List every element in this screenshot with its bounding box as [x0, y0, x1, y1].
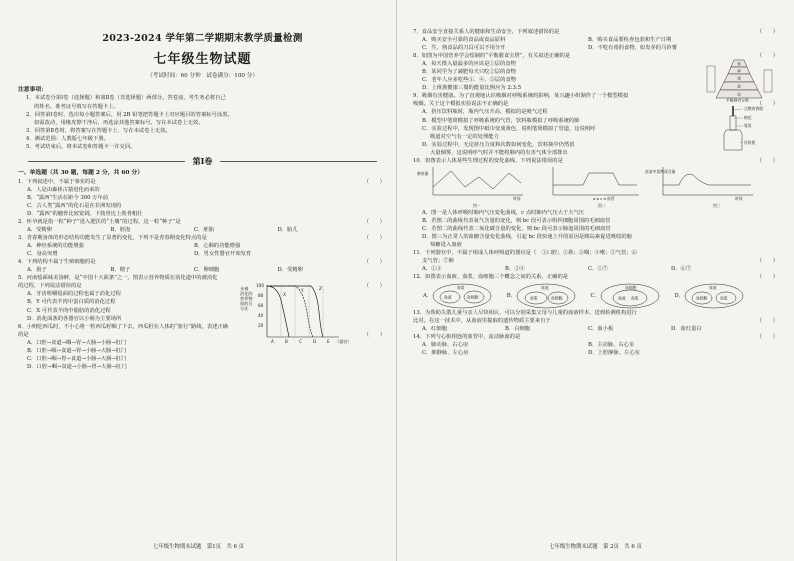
option: B．白细胞	[505, 326, 531, 333]
question-7	[413, 28, 780, 52]
option: 吸道对空气有一定的处理能力	[430, 133, 499, 140]
option-letter: B．	[506, 293, 516, 300]
venn-b	[516, 283, 576, 309]
option: D．⑥⑦	[671, 266, 692, 273]
option: D．“露西”的髋骨比较宽阔，下肢骨比上肢骨粗壮	[27, 210, 143, 217]
food-figure-icon	[764, 70, 772, 92]
graph-ylabel: 质的百	[240, 301, 253, 307]
chart3-curve	[663, 174, 751, 185]
option: D．图三为正常人的血糖含量变化曲线，引起 bc 段快速上升的原因是胰岛素促进吸收的葡	[422, 233, 632, 240]
pyramid-level: ③	[737, 77, 742, 83]
page-footer: 七年级生物期末试题 第 2页 共 6 页	[549, 543, 642, 550]
right-page	[397, 0, 794, 561]
question-stem: 4．下列结构不属于生殖细胞的是	[18, 259, 96, 266]
question-stem: 11．下列器官中，不属于组成人体呼吸道的器官是（ ①口腔；②鼻；③咽；④喉；⑤气管；⑥	[413, 250, 637, 257]
option: D．不吃有毒的食物，如发芽的马铃薯	[588, 45, 677, 52]
graph-ylabel: 消化的	[240, 291, 253, 297]
question-stem: 比对。在这一技术中，从血液里提取的遗传物质主要来自于	[413, 318, 551, 325]
answer-paren: （ ）	[756, 258, 778, 265]
option: B．②④	[505, 266, 525, 273]
note-line: 2．回答第Ⅰ卷时，选出每小题答案后，用 2B 铅笔把答题卡上对应题目的答案标号涂黑。	[26, 111, 233, 118]
answer-paren: （ ）	[756, 29, 778, 35]
answer-paren: （ ）	[756, 318, 778, 325]
option: A．肺动脉、右心房	[422, 342, 469, 349]
graph-xlabel: （器官）	[335, 339, 352, 345]
option: B．精子	[110, 267, 131, 274]
notes-title: 注意事项：	[18, 86, 47, 93]
option: B．口腔→咽→食道→胃→小肠→大肠→肛门	[27, 347, 127, 354]
option: A．牙齿咀嚼烩面的过程也属于消化过程	[27, 291, 121, 298]
option: C．身高突增	[27, 251, 58, 258]
note-line: 1．本试卷分第Ⅰ卷（选择题）和第Ⅱ卷（非选择题）两部分。答卷前，考生务必将自己	[26, 95, 226, 102]
option: A．①③	[422, 266, 442, 273]
option: D．男女性器官开始发育	[194, 251, 252, 258]
pyramid-level: ②	[737, 85, 742, 91]
question-14	[413, 333, 780, 357]
answer-paren: （ ）	[756, 53, 778, 60]
answer-paren: （ ）	[756, 274, 778, 281]
option: A．红细胞	[422, 326, 448, 333]
graph-ylabel: 分比	[240, 306, 249, 312]
chart-caption: 图二	[598, 202, 606, 208]
option: A．每天摄入量最多的应该是①层的食物	[422, 61, 516, 68]
venn-option-d	[674, 283, 744, 309]
question-stem: 的是	[18, 331, 29, 338]
graph-ytick: 60	[258, 303, 264, 309]
note-line: 5．考试结束后，将本试卷和答题卡一并交回。	[26, 143, 136, 150]
venn-option-c	[590, 283, 659, 309]
option: D．血红蛋白	[671, 326, 702, 333]
option-row	[18, 266, 361, 274]
question-stem: 13．为帮助失散儿童与亲人尽快相认，可以分别采集父母与儿童的血液样本，送到检测机构进行	[413, 310, 637, 317]
venn-label: 血液	[617, 295, 626, 301]
option: C．生、熟食品的刀具可以不用分开	[422, 45, 506, 52]
venn-label: 血浆	[719, 295, 728, 301]
question-2	[18, 218, 387, 234]
pyramid-level: ④	[737, 69, 742, 75]
venn-label: 血细胞	[550, 295, 563, 301]
option: B．心肺的功能增强	[194, 243, 241, 250]
option: 大量烟雾，这说明呼气时并不能将肺内的有害气体全部排出	[430, 149, 568, 156]
venn-label: 血细胞	[624, 285, 637, 291]
option: B．购买食品要检查包装和生产日期	[588, 37, 672, 44]
option: C．若图二的曲线代表二氧化碳含量的变化，则 bc 段可表示肺泡周围的毛细血管	[422, 225, 611, 232]
question-stem: 7．食品安全直接关系人的健康和生命安全，下列叙述错误的是	[413, 29, 560, 35]
model-label: 笔筒	[744, 123, 752, 129]
question-4	[18, 258, 387, 274]
option: D．消化面条的各器官以小肠为主要场所	[27, 315, 122, 322]
series-label-z: Z	[319, 286, 322, 292]
venn-label: 血液	[540, 285, 549, 291]
venn-d	[684, 283, 744, 309]
venn-label: 血液	[708, 285, 717, 291]
option: B．“露西”生活在距今 300 万年前	[27, 194, 109, 201]
bottle-icon	[724, 130, 742, 150]
option: B．若图二的曲线代表氧气含量的变化，则 bc 段可表示组织细胞周围的毛细血管	[422, 217, 611, 224]
question-3	[18, 234, 387, 258]
exam-title: 2023-2024 学年第二学期期末教学质量检测	[102, 33, 303, 44]
graph-xtick: D	[313, 339, 317, 345]
option-letter: D．	[674, 293, 684, 300]
smoking-model-figure	[722, 102, 778, 154]
graph-ytick: 20	[258, 323, 264, 329]
venn-label: 血浆	[529, 295, 538, 301]
question-stem: 2．怀孕就是指一粒“种子”进入肥沃的“土壤”的过程，这一粒“种子”是	[18, 219, 181, 225]
question-6	[18, 323, 387, 371]
option-row	[413, 325, 754, 333]
pyramid-level: ⑤	[737, 62, 742, 68]
question-10	[413, 157, 780, 249]
question-stem: 支气管；⑦肺	[422, 258, 454, 265]
page-footer: 七年级生物期末试题 第1页 共 6 页	[152, 543, 245, 550]
option: D．实验过程中，无论挤压力度和次数如何变化，饮料瓶中仍然留	[422, 141, 575, 148]
chart1-curve	[433, 171, 521, 189]
model-label: 饮料瓶	[744, 140, 756, 146]
answer-paren: （ ）	[363, 283, 385, 290]
answer-paren: （ ）	[363, 259, 385, 266]
question-stem: 12．如图表示血液、血浆、血细胞三个概念之间的关系，正确的是	[413, 274, 569, 281]
question-stem: 6．小明吃西瓜时，不小心将一粒西瓜籽咽了下去，西瓜籽在人体的“旅行”路线，表述正确	[18, 323, 229, 330]
option: A．图一是人体呼吸时肺内气压变化曲线，c 点时肺内气压大于大气压	[422, 209, 585, 216]
model-label: 棉花	[744, 115, 752, 121]
option-row	[18, 250, 361, 258]
question-12	[413, 273, 780, 309]
option: C．肺静脉、左心房	[422, 350, 469, 357]
option: C．①⑦	[588, 266, 608, 273]
question-stem: 14．下列与心脏相连的血管中，流动脉血的是	[413, 334, 521, 341]
option: B．主动脉、右心室	[588, 342, 635, 349]
option: C．口腔→咽→胃→食道→小肠→大肠→肛门	[27, 355, 127, 362]
subject-title: 七年级生物试题	[153, 52, 252, 68]
venn-a	[432, 283, 492, 309]
exam-meta: （考试时间：60 分钟 试卷满分：100 分）	[147, 73, 258, 80]
venn-label: 血细胞	[467, 294, 479, 300]
option: D．口腔→咽→食道→小肠→胃→大肠→肛门	[27, 363, 127, 370]
chart-caption: 图一	[473, 202, 481, 208]
question-1	[18, 178, 387, 218]
option-letter: C．	[590, 293, 600, 300]
chart-xlabel: a b c d 血管	[593, 195, 615, 201]
question-stem: 9．吸烟有害健康。为了直观地认识吸烟对呼吸系统的影响，某兴趣小组制作了一个模型模拟	[413, 93, 629, 100]
venn-label: 血浆	[630, 295, 639, 301]
option: A．购买安全可靠的食品或食品原料	[422, 37, 506, 44]
option: C．实验过程中，发现图中纸巾变成黄色，说明笔筒模拟了管道，这说明呼	[422, 125, 596, 132]
option-row	[413, 341, 754, 349]
graph-xtick: A	[271, 339, 274, 345]
answer-paren: （ ）	[756, 334, 778, 341]
option: A．孢子	[27, 267, 47, 274]
graph-ytick: 40	[258, 313, 264, 319]
graph-ytick: 80	[258, 293, 264, 299]
option: D．上班族健康三餐的能量比例应为 2:3:5	[422, 85, 522, 92]
option-row	[413, 44, 754, 52]
question-13	[413, 309, 780, 333]
graph-ytick: 100	[256, 283, 264, 289]
person-figure-icon	[707, 66, 715, 92]
chart-xlabel: 时间	[735, 195, 743, 201]
pyramid-level: ①	[737, 93, 742, 99]
option: B．胚泡	[110, 227, 131, 234]
answer-paren: （ ）	[363, 331, 385, 338]
note-line: 如需改动，用橡皮擦干净后，再选涂其他答案标号。写在本试卷上无效。	[34, 119, 204, 126]
option: A．人是由森林古猿进化而来的	[27, 186, 100, 193]
answer-paren: （ ）	[363, 219, 385, 225]
note-line: 3．回答第Ⅱ卷时，将答案写在答题卡上．写在本试卷上无效。	[26, 127, 171, 134]
question-11	[413, 249, 780, 273]
option: C．X 可代表羊肉中脂肪的消化过程	[27, 307, 111, 314]
option: C．古人类“露西”的化石是在非洲发现的	[27, 202, 122, 209]
option: A．挤压饮料瓶时，瓶内气压升高，模拟的是吸气过程	[422, 109, 548, 116]
option-row	[413, 36, 754, 44]
section-heading: 一、单选题（共 30 题，每题 2 分，共 60 分）	[18, 169, 144, 176]
option: D．上腔静脉、左心室	[588, 350, 640, 357]
venn-label: 血细胞	[695, 295, 708, 301]
question-stem: 10．如图表示人体某些生理过程的变化曲线，下列说法错误的是	[413, 157, 563, 164]
option: C．血小板	[588, 326, 614, 333]
series-label-x: X	[283, 292, 286, 298]
option: C．老年人应多吃些③、④、⑤层的食物	[422, 77, 517, 84]
chart-caption: 图三	[713, 202, 721, 208]
option-row	[18, 226, 361, 234]
option: 萄糖进入血液	[430, 241, 462, 248]
option-row	[18, 242, 361, 250]
option: C．卵细胞	[194, 267, 220, 274]
model-label: 点燃的香烟	[744, 106, 763, 112]
option: A．口腔→食道→咽→胃→大肠→小肠→肛门	[27, 339, 127, 346]
venn-option-b	[507, 283, 576, 309]
option: D．受精卵	[277, 267, 303, 274]
notes-list	[18, 94, 387, 150]
venn-label: 血液	[444, 294, 452, 300]
graph-xtick: B	[285, 339, 288, 345]
chart-ylabel: 肺容量	[417, 170, 429, 176]
answer-paren: （ ）	[363, 178, 385, 185]
question-stem: 吸烟。关于这个模拟实验说法不正确的是	[413, 101, 509, 108]
venn-label: 血浆	[457, 285, 465, 291]
option-letter: A．	[423, 293, 433, 300]
physiology-charts	[413, 165, 773, 209]
graph-xtick: C	[299, 339, 302, 345]
question-stem: 3．青春期身体的形态结构功能发生了显著的变化，下列不是青春期变化特点的是	[18, 235, 207, 242]
option: B．某同学为了减肥每天只吃②层的食物	[422, 69, 516, 76]
graph-ylabel: 营养物	[240, 296, 253, 302]
venn-option-a	[423, 283, 492, 309]
option: D．胎儿	[277, 227, 298, 234]
question-stem: 1．下列叙述中，不属于事实的是	[18, 178, 96, 185]
option-row	[413, 265, 754, 273]
answer-paren: （ ）	[363, 235, 385, 242]
question-stem: 8．如图为中国营养学会绘制的“平衡膳食宝塔”，有关叙述正确的是	[413, 53, 571, 60]
chart2-curve	[553, 173, 637, 185]
note-line: 4．测试范围：人教版七年级下册。	[26, 135, 109, 142]
question-9	[413, 92, 780, 156]
option-row	[413, 349, 754, 357]
pyramid-caption: 平衡膳食宝塔	[726, 98, 749, 103]
option: A．受精卵	[27, 227, 53, 234]
series-label-y: Y	[301, 288, 304, 294]
question-stem: 5．河南烩面味美汤鲜，是“中国十大面条”之一。图表示营养物质在消化道中的被消化	[18, 275, 218, 282]
chart-xlabel: 时间	[513, 195, 521, 201]
chart-ylabel: 血液中某物质含量	[645, 168, 676, 174]
graph-ylabel: 未被	[240, 286, 249, 292]
answer-paren: （ ）	[756, 157, 778, 164]
option: C．胚胎	[194, 227, 214, 234]
note-line: 的姓名、准考证号填写在答题卡上。	[34, 103, 119, 110]
question-stem: 的过程，下列说法错误的是	[18, 283, 82, 290]
venn-c	[600, 283, 660, 309]
cigarette-icon	[732, 106, 734, 116]
graph-xtick: E	[327, 339, 330, 345]
option: A．神经系统的功能增强	[27, 243, 84, 250]
answer-paren: （ ）	[756, 101, 778, 108]
option: B．Y 可代表羊肉中蛋白质的消化过程	[27, 299, 116, 306]
venn-options	[413, 281, 754, 309]
option: B．模型中笔筒模拟了呼吸系统的气管，饮料瓶模拟了呼吸系统的肺	[422, 117, 580, 124]
part-title: 第Ⅰ卷	[18, 155, 387, 167]
